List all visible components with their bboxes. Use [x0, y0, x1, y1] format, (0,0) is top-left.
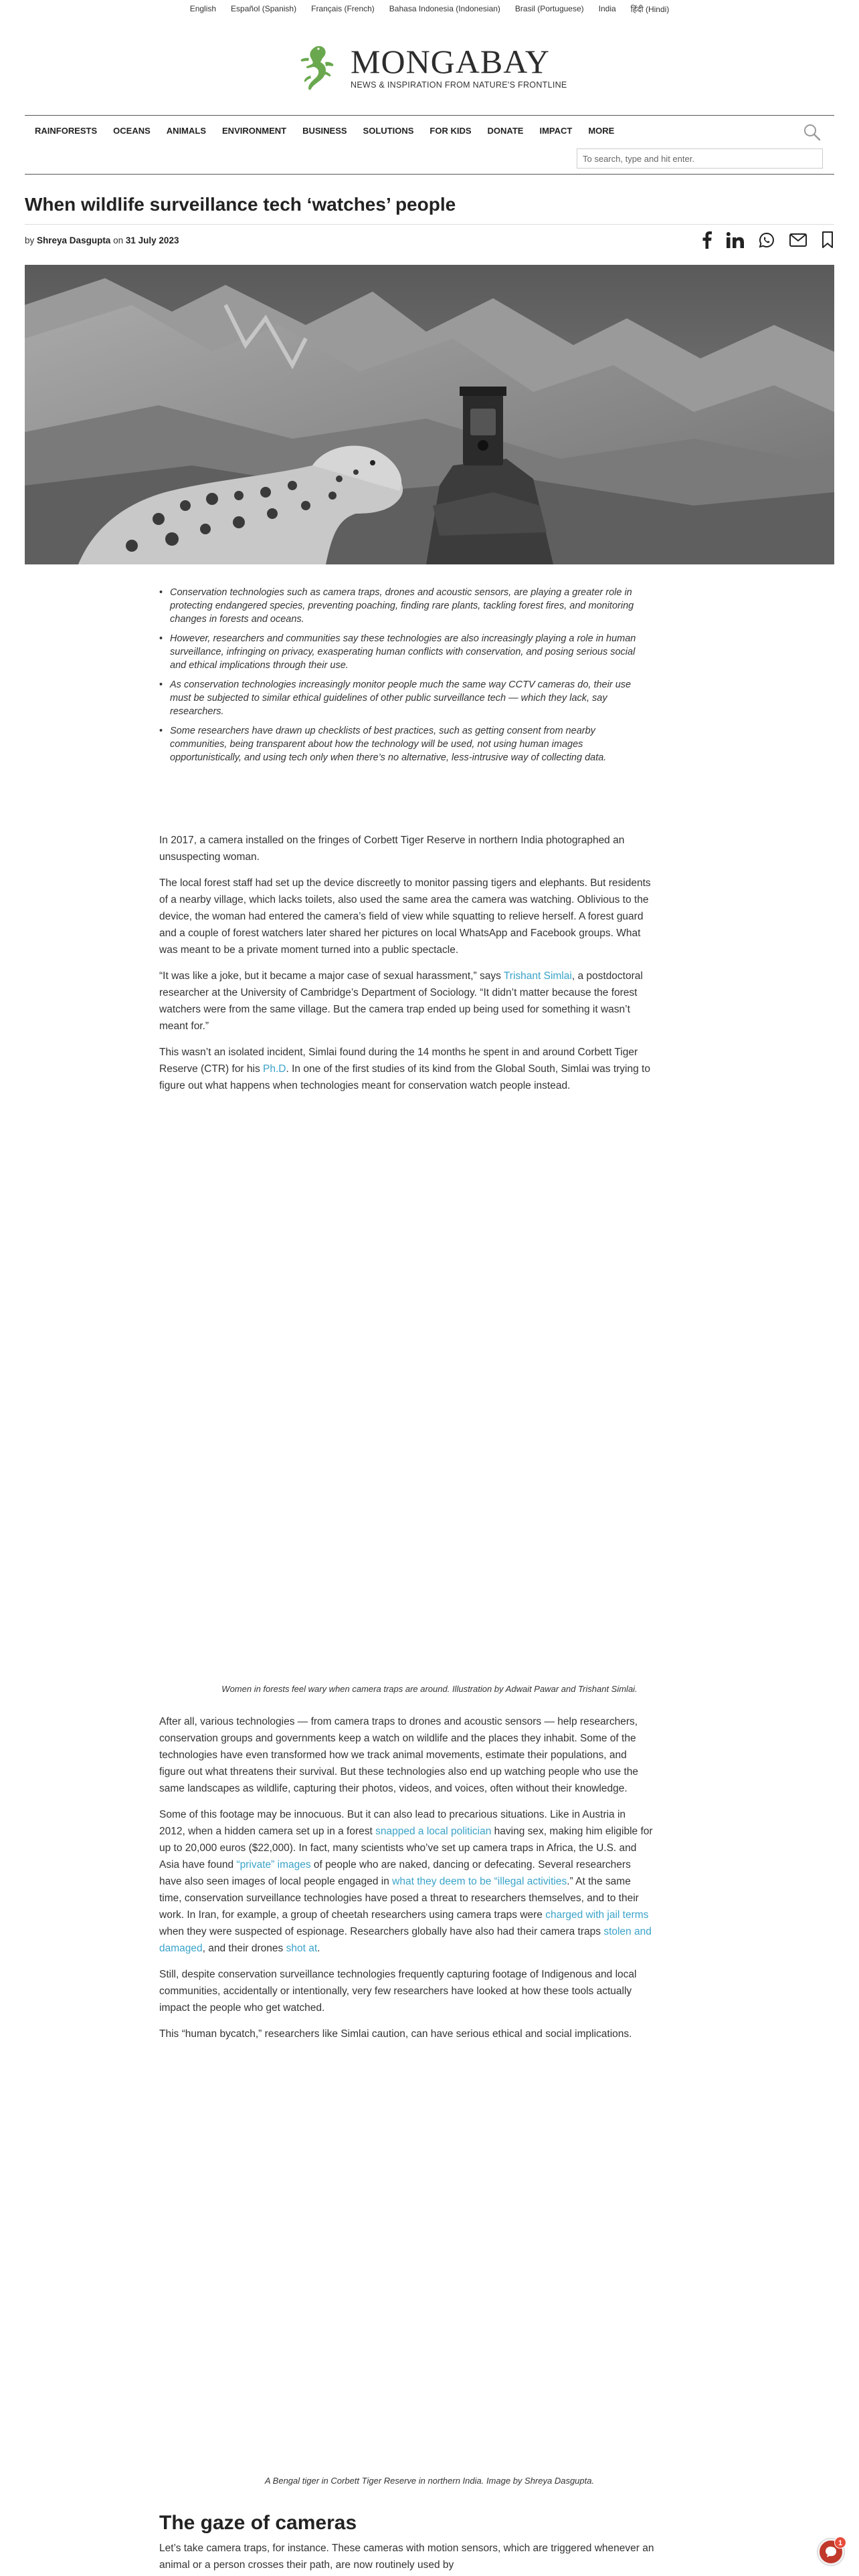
lang-hindi[interactable]: हिंदी (Hindi)	[630, 4, 670, 14]
text-run: when they were suspected of espionage. Researchers globally have also had their camera traps	[159, 1926, 604, 1937]
main-nav	[35, 126, 614, 136]
nav-item-rainforests[interactable]: RAINFORESTS	[35, 126, 98, 136]
text-run: “It was like a joke, but it became a major case of sexual harassment,” says	[159, 970, 504, 982]
nav-item-impact[interactable]: IMPACT	[539, 126, 573, 136]
nav-item-more[interactable]: MORE	[588, 126, 615, 136]
text-run: Some of this footage may be innocuous. But it can also lead to precarious situations. Like in Austria in 2012, when a hidden camera set up in a forest	[159, 1809, 626, 1837]
text-run: .	[317, 1943, 320, 1954]
search-input[interactable]	[577, 148, 823, 169]
article-body-part-3	[159, 2540, 654, 2576]
title-divider	[25, 224, 834, 225]
text-run: having sex, making him eligible for up to 20,000 euros ($22,000). In fact, many scientists who’ve set up camera traps in Africa, the U.S. and Asia have found	[159, 1826, 653, 1870]
hero-image	[25, 265, 834, 564]
text-run: .” At the same time, conservation surveillance technologies have posed a threat to researchers themselves, and to their work. In Iran, for example, a group of cheetah researchers using camera traps were	[159, 1876, 639, 1921]
text-run: This wasn’t an isolated incident, Simlai found during the 14 months he spent in and around Corbett Tiger Reserve (CTR) for his	[159, 1047, 638, 1075]
text-run: , and their drones	[202, 1943, 286, 1954]
paragraph	[159, 1044, 654, 1094]
article-body-part-2	[159, 1713, 654, 2052]
link-private-images[interactable]: “private” images	[236, 1859, 311, 1870]
nav-item-for-kids[interactable]: FOR KIDS	[430, 126, 472, 136]
illustration-image	[159, 1144, 654, 1679]
link-local-politician[interactable]: snapped a local politician	[375, 1826, 492, 1837]
lang-portuguese[interactable]: Brasil (Portuguese)	[514, 4, 584, 13]
lang-english[interactable]: English	[189, 4, 217, 13]
paragraph	[159, 1806, 654, 1957]
lang-india[interactable]: India	[598, 4, 616, 13]
section-heading: The gaze of cameras	[159, 2512, 357, 2534]
link-jail-terms[interactable]: charged with jail terms	[545, 1909, 649, 1921]
article-summary-bullets	[158, 586, 653, 770]
nav-item-animals[interactable]: ANIMALS	[166, 126, 207, 136]
byline	[25, 235, 179, 245]
text-run: of people who are naked, dancing or defecating. Several researchers have also seen images of local people engaged in	[159, 1859, 631, 1887]
bookmark-icon[interactable]	[822, 231, 834, 249]
chat-bubble-icon	[824, 2545, 838, 2559]
link-phd[interactable]: Ph.D	[263, 1063, 286, 1075]
date-prefix: on	[113, 235, 124, 245]
paragraph	[159, 968, 654, 1035]
language-bar	[0, 0, 859, 17]
gecko-logo-icon	[294, 42, 344, 92]
summary-bullet: • Some researchers have drawn up checklists of best practices, such as getting consent from nearby communities, being transparent about how the technology will be used, not using human images opportunistically, and using tech only when there’s no alternative, less-intrusive way of collecting data.	[158, 724, 653, 764]
paragraph: After all, various technologies — from camera traps to drones and acoustic sensors — help researchers, conservation groups and governments keep a watch on wildlife and the places they inhabit. Some of the technologies have even transformed how we track animal movements, estimate their populations, and figure out what threatens their survival. But these technologies also end up watching people who use the same landscapes as wildlife, capturing their photos, videos, and voices, often without their knowledge.	[159, 1716, 639, 1794]
notification-button[interactable]	[818, 2539, 844, 2565]
share-bar	[702, 231, 834, 249]
lang-french[interactable]: Français (French)	[311, 4, 375, 13]
email-icon[interactable]	[789, 233, 807, 247]
publish-date: 31 July 2023	[125, 235, 179, 245]
whatsapp-icon[interactable]	[759, 232, 775, 248]
facebook-icon[interactable]	[702, 231, 712, 249]
site-logo[interactable]	[294, 40, 575, 94]
paragraph: In 2017, a camera installed on the fringes of Corbett Tiger Reserve in northern India photographed an unsuspecting woman.	[159, 835, 625, 863]
article-title: When wildlife surveillance tech ‘watches’ people	[25, 194, 456, 215]
summary-bullet: • However, researchers and communities say these technologies are also increasingly playing a role in human surveillance, infringing on privacy, exasperating human conflicts with conservation, and posing serious social and ethical implications through their use.	[158, 632, 653, 672]
illustration-caption: Women in forests feel wary when camera traps are around. Illustration by Adwait Pawar and Trishant Simlai.	[221, 1684, 638, 1694]
search-icon[interactable]	[803, 123, 822, 142]
byline-prefix: by	[25, 235, 35, 245]
nav-item-environment[interactable]: ENVIRONMENT	[222, 126, 287, 136]
paragraph: Let’s take camera traps, for instance. These cameras with motion sensors, which are triggered whenever an animal or a person crosses their path, are now routinely used by	[159, 2543, 654, 2571]
nav-item-solutions[interactable]: SOLUTIONS	[363, 126, 414, 136]
link-illegal-activities[interactable]: what they deem to be “illegal activities	[392, 1876, 567, 1887]
tiger-caption: A Bengal tiger in Corbett Tiger Reserve in northern India. Image by Shreya Dasgupta.	[264, 2476, 595, 2486]
nav-item-oceans[interactable]: OCEANS	[113, 126, 151, 136]
snow-leopard-camera-trap-photo	[25, 265, 834, 564]
nav-item-donate[interactable]: DONATE	[487, 126, 524, 136]
notification-count: 1	[834, 2537, 846, 2549]
text-run: , a postdoctoral researcher at the University of Cambridge’s Department of Sociology. “It didn’t matter because the forest watchers were from the same village. But the camera trap ended up being used for something it wasn’t meant for.”	[159, 970, 643, 1032]
lang-indonesian[interactable]: Bahasa Indonesia (Indonesian)	[389, 4, 500, 13]
summary-bullet: • As conservation technologies increasingly monitor people much the same way CCTV cameras do, their use must be subjected to similar ethical guidelines of other public surveillance tech — which they lack, say researchers.	[158, 678, 653, 718]
lang-spanish[interactable]: Español (Spanish)	[231, 4, 297, 13]
link-shot-at[interactable]: shot at	[286, 1943, 318, 1954]
brand-name: MONGABAY	[351, 43, 550, 80]
nav-top-divider	[25, 115, 834, 116]
tiger-image	[159, 2113, 654, 2461]
paragraph: This “human bycatch,” researchers like Simlai caution, can have serious ethical and social implications.	[159, 2028, 632, 2040]
paragraph: The local forest staff had set up the device discreetly to monitor passing tigers and elephants. But residents of a nearby village, which lacks toilets, also used the same area the camera was watching. Oblivious to the device, the woman had entered the camera’s field of view while squatting to relieve herself. A forest guard and a couple of forest watchers later shared her pictures on local WhatsApp and Facebook groups. What was meant to be a private moment turned into a public spectacle.	[159, 877, 651, 956]
linkedin-icon[interactable]	[727, 232, 744, 248]
text-run: . In one of the first studies of its kind from the Global South, Simlai was trying to figure out what happens when technologies meant for conservation watch people instead.	[159, 1063, 650, 1091]
link-trishant-simlai[interactable]: Trishant Simlai	[503, 970, 572, 982]
paragraph: Still, despite conservation surveillance technologies frequently capturing footage of Indigenous and local communities, accidentally or intentionally, very few researchers have looked at how these tools actually impact the people who get watched.	[159, 1969, 637, 2014]
link-stolen-damaged[interactable]: stolen and damaged	[159, 1926, 652, 1954]
summary-bullet: • Conservation technologies such as camera traps, drones and acoustic sensors, are playing a greater role in protecting endangered species, preventing poaching, finding rare plants, tackling forest fires, and monitoring changes in forests and oceans.	[158, 586, 653, 626]
brand-tagline: NEWS & INSPIRATION FROM NATURE'S FRONTLINE	[351, 80, 567, 90]
nav-item-business[interactable]: BUSINESS	[302, 126, 347, 136]
nav-bottom-divider	[25, 174, 834, 175]
article-body-part-1	[159, 832, 654, 1103]
author-link[interactable]: Shreya Dasgupta	[37, 235, 111, 245]
